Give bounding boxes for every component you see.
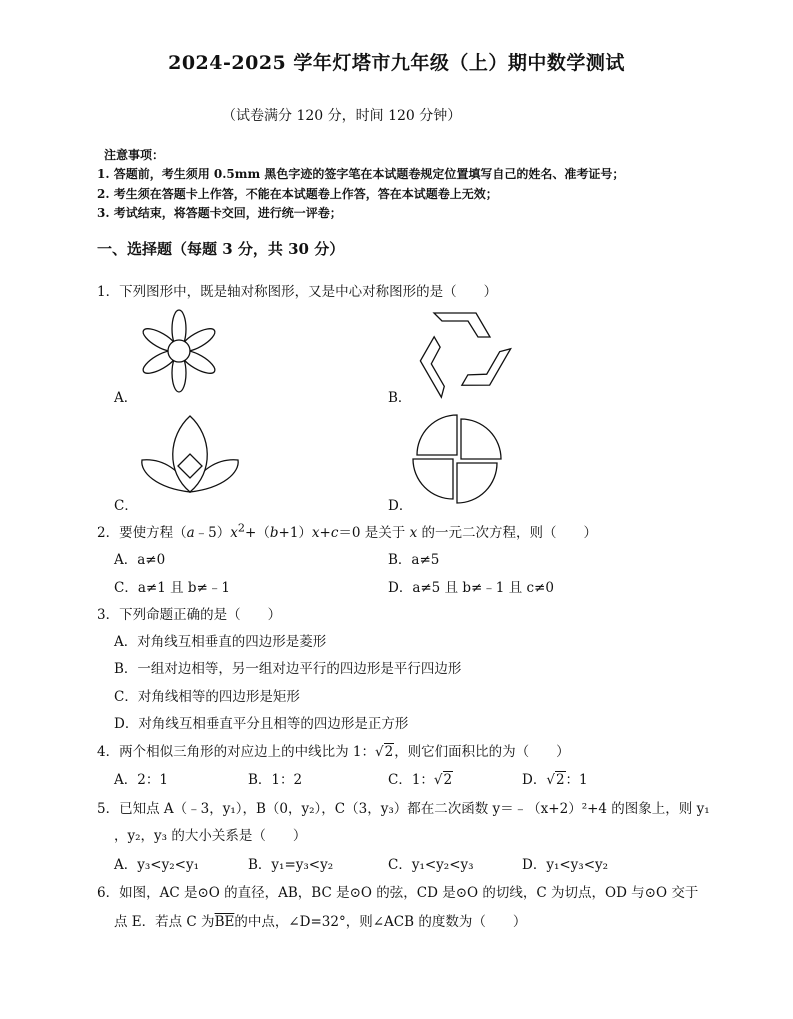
note-item: 2. 考生须在答题卡上作答，不能在本试题卷上作答，答在本试题卷上无效； (97, 187, 498, 201)
q2-option-d: D．a≠5 且 b≠﹣1 且 c≠0 (388, 580, 554, 596)
q4-option-c: C．1：√2 (388, 772, 453, 788)
recycle-figure (412, 306, 512, 396)
pinwheel-figure (412, 414, 502, 504)
q2-option-c: C．a≠1 且 b≠﹣1 (114, 580, 230, 596)
q1-label-a: A． (114, 390, 138, 406)
question-6-line-1: 6．如图，AC 是⊙O 的直径，AB，BC 是⊙O 的弦，CD 是⊙O 的切线，C 为切点，OD 与⊙O 交于 (97, 885, 699, 901)
page-title: 2024-2025 学年灯塔市九年级（上）期中数学测试 (168, 52, 625, 74)
q3-option-a: A．对角线互相垂直的四边形是菱形 (114, 634, 327, 650)
q4-option-d: D．√2：1 (522, 772, 588, 788)
note-item: 1. 答题前，考生须用 0.5mm 黑色字迹的签字笔在本试题卷规定位置填写自己的姓名、准考证号； (97, 167, 625, 181)
question-4-stem: 4．两个相似三角形的对应边上的中线比为 1：√2，则它们面积比的为（ ） (97, 744, 570, 760)
notes-heading: 注意事项： (104, 148, 165, 162)
q4-option-b: B．1：2 (248, 772, 303, 788)
question-2-stem: 2．要使方程$(a﹣5)x^2+(b+1)x+c=0$ 是关于 x 的一元二次方程，则（ ） (97, 521, 598, 541)
q1-label-d: D． (388, 498, 413, 514)
lotus-figure (138, 414, 243, 494)
q2-option-b: B．a≠5 (388, 552, 440, 568)
q5-option-d: D．y₁<y₃<y₂ (522, 857, 609, 873)
q3-option-d: D．对角线互相垂直平分且相等的四边形是正方形 (114, 716, 409, 732)
question-6-line-2: 点 E．若点 C 为$\overline{BE}$的中点，∠D=32°，则∠ACB 的度数为（ ） (114, 914, 527, 930)
question-5-line-1: 5．已知点 A（﹣3，y₁），B（0，y₂），C（3，y₃）都在二次函数 y＝﹣（x+2）²+4 的图象上，则 y₁ (97, 801, 710, 817)
section-heading: 一、选择题（每题 3 分，共 30 分） (97, 240, 345, 258)
question-5-line-2: ，y₂，y₃ 的大小关系是（ ） (114, 828, 307, 844)
q5-option-a: A．y₃<y₂<y₁ (114, 857, 199, 873)
note-item: 3. 考试结束，将答题卡交回，进行统一评卷； (97, 206, 342, 220)
q5-option-b: B．y₁=y₃<y₂ (248, 857, 334, 873)
question-3-stem: 3．下列命题正确的是（ ） (97, 607, 282, 623)
q3-option-b: B．一组对边相等，另一组对边平行的四边形是平行四边形 (114, 661, 462, 677)
flower-figure (140, 306, 220, 396)
q3-option-c: C．对角线相等的四边形是矩形 (114, 689, 300, 705)
question-1-stem: 1．下列图形中，既是轴对称图形，又是中心对称图形的是（ ） (97, 284, 498, 300)
exam-info: （试卷满分 120 分，时间 120 分钟） (222, 108, 462, 124)
q1-label-b: B． (388, 390, 412, 406)
q2-option-a: A．a≠0 (114, 552, 166, 568)
q5-option-c: C．y₁<y₂<y₃ (388, 857, 474, 873)
q4-option-a: A．2：1 (114, 772, 168, 788)
q1-label-c: C． (114, 498, 138, 514)
